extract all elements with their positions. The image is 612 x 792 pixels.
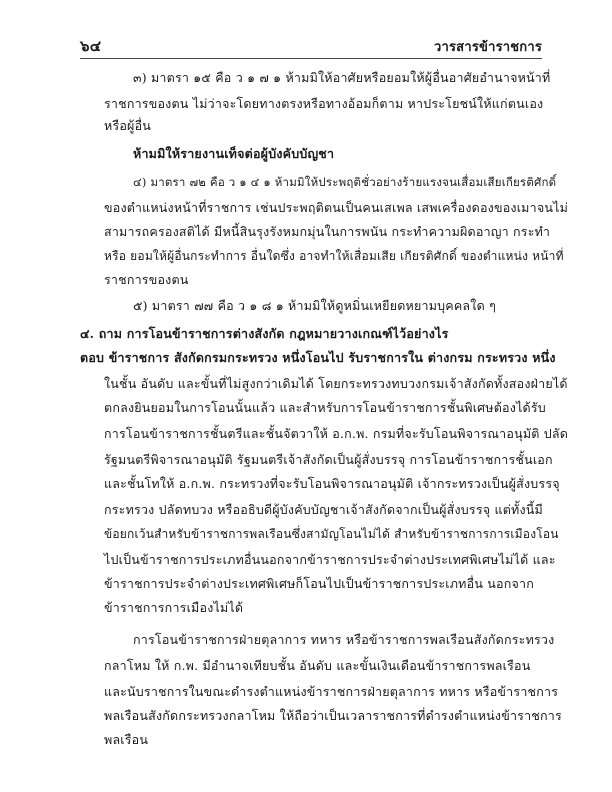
body-line: รัฐมนตรีพิจารณาอนุมัติ รัฐมนตรีเจ้าสังกัดเป็นผู้สั่งบรรจุ การโอนข้าราชการชั้นเอก xyxy=(104,452,553,467)
body-line: หรือผู้อื่น xyxy=(104,118,152,133)
body-line: ตกลงยินยอมในการโอนนั้นแล้ว และสำหรับการโอนข้าราชการชั้นพิเศษต้องได้รับ xyxy=(104,400,546,415)
body-line: ๕) มาตรา ๗๗ คือ ว ๑ ๘ ๑ ห้ามมิให้ดูหมิ่นเหยียดหยามบุคคลใด ๆ xyxy=(133,298,496,313)
body-line: กลาโหม ให้ ก.พ. มีอำนาจเทียบชั้น อันดับ และขั้นเงินเดือนข้าราชการพลเรือน xyxy=(104,658,531,673)
body-line: และชั้นโทให้ อ.ก.พ. กระทรวงที่จะรับโอนพิจารณาอนุมัติ เจ้ากระทรวงเป็นผู้สั่งบรรจุ xyxy=(104,476,560,491)
body-line: ในชั้น อันดับ และขั้นที่ไม่สูงกว่าเดิมได้ โดยกระทรวงทบวงกรมเจ้าสังกัดทั้งสองฝ่ายได้ xyxy=(104,376,568,391)
body-line: พลเรือนสังกัดกระทรวงกลาโหม ให้ถือว่าเป็นเวลาราชการที่ดำรงตำแหน่งข้าราชการ xyxy=(104,708,562,723)
header-rule xyxy=(80,58,542,59)
question-line: ๔. ถาม การโอนข้าราชการต่างสังกัด กฎหมายวางเกณฑ์ไว้อย่างไร xyxy=(80,326,449,341)
answer-line: ตอบ ข้าราชการ สังกัดกรมกระทรวง หนึ่งโอนไป รับราชการใน ต่างกรม กระทรวง หนึ่ง xyxy=(80,350,556,365)
body-line: หรือ ยอมให้ผู้อื่นกระทำการ อื่นใดซึ่ง อาจทำให้เสื่อมเสีย เกียรติศักดิ์ ของตำแหน่ง หน้าที่ xyxy=(104,249,564,263)
body-line: ๔) มาตรา ๗๒ คือ ว ๑ ๔ ๑ ห้ามมิให้ประพฤติชั่วอย่างร้ายแรงจนเสื่อมเสียเกียรติศักดิ์ xyxy=(133,175,557,189)
body-line: ข้าราชการประจำต่างประเทศพิเศษก็โอนไปเป็นข้าราชการประเภทอื่น นอกจาก xyxy=(104,576,534,591)
body-line: ห้ามมิให้รายงานเท็จต่อผู้บังคับบัญชา xyxy=(133,146,335,161)
running-header-title: วารสารข้าราชการ xyxy=(434,40,543,55)
body-line: ราชการของตน xyxy=(104,272,189,287)
body-line: ข้าราชการการเมืองไม่ได้ xyxy=(104,600,244,615)
body-line: และนับราชการในขณะดำรงตำแหน่งข้าราชการฝ่ายตุลาการ ทหาร หรือข้าราชการ xyxy=(104,684,559,699)
body-line: การโอนข้าราชการชั้นตรีและชั้นจัตวาให้ อ.ก.พ. กรมที่จะรับโอนพิจารณาอนุมัติ ปลัด xyxy=(104,426,569,441)
body-line: ของตำแหน่งหน้าที่ราชการ เช่นประพฤติตนเป็นคนเสเพล เสพเครื่องดองของเมาจนไม่ xyxy=(104,200,569,215)
body-line: ไปเป็นข้าราชการประเภทอื่นนอกจากข้าราชการประจำต่างประเทศพิเศษไม่ได้ และ xyxy=(104,552,556,567)
body-line: กระทรวง ปลัดทบวง หรืออธิบดีผู้บังคับบัญชาเจ้าสังกัดจากเป็นผู้สั่งบรรจุ แต่ทั้งนี้มี xyxy=(104,502,543,517)
body-line: ๓) มาตรา ๑๕ คือ ว ๑ ๗ ๑ ห้ามมิให้อาศัยหรือยอมให้ผู้อื่นอาศัยอำนาจหน้าที่ xyxy=(133,70,551,85)
page-number: ๖๔ xyxy=(80,37,102,55)
body-line: สามารถครองสติได้ มีหนี้สินรุงรังหมกมุ่นในการพนัน กระทำความผิดอาญา กระทำ xyxy=(104,224,551,239)
body-line: ข้อยกเว้นสำหรับข้าราชการพลเรือนซึ่งสามัญโอนไม่ได้ สำหรับข้าราชการการเมืองโอน xyxy=(104,527,559,541)
body-line: ราชการของตน ไม่ว่าจะโดยทางตรงหรือทางอ้อมก็ตาม หาประโยชน์ให้แก่ตนเอง xyxy=(104,96,544,111)
body-line: การโอนข้าราชการฝ่ายตุลาการ ทหาร หรือข้าราชการพลเรือนสังกัดกระทรวง xyxy=(133,632,555,647)
body-line: พลเรือน xyxy=(104,732,149,747)
